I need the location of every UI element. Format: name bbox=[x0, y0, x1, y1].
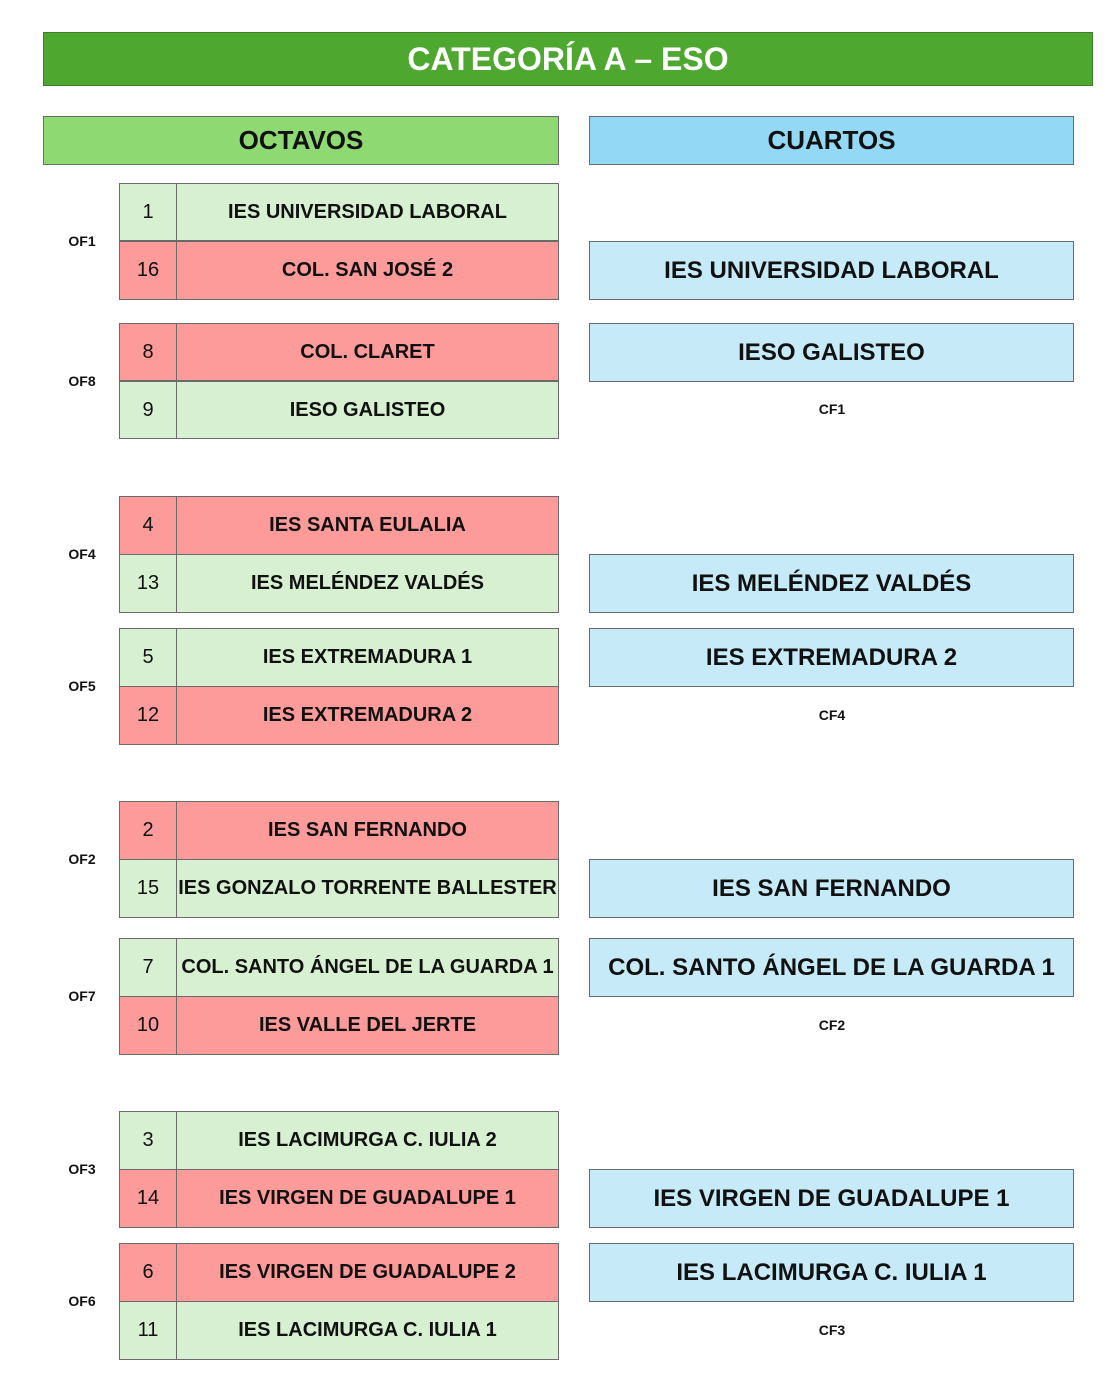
match-label-of5: OF5 bbox=[68, 678, 96, 694]
match-label-cf2: CF2 bbox=[818, 1017, 846, 1033]
team-name: IES VIRGEN DE GUADALUPE 2 bbox=[176, 1243, 559, 1302]
cuartos-team: IES SAN FERNANDO bbox=[589, 859, 1074, 918]
cuartos-team: IES UNIVERSIDAD LABORAL bbox=[589, 241, 1074, 300]
team-seed: 6 bbox=[119, 1243, 177, 1302]
cuartos-team: COL. SANTO ÁNGEL DE LA GUARDA 1 bbox=[589, 938, 1074, 997]
team-name: COL. SANTO ÁNGEL DE LA GUARDA 1 bbox=[176, 938, 559, 997]
match-label-of1: OF1 bbox=[68, 233, 96, 249]
team-name: IES EXTREMADURA 1 bbox=[176, 628, 559, 687]
cuartos-team: IES EXTREMADURA 2 bbox=[589, 628, 1074, 687]
match-label-cf1: CF1 bbox=[818, 401, 846, 417]
team-name: IES GONZALO TORRENTE BALLESTER bbox=[176, 859, 559, 918]
team-name: IES MELÉNDEZ VALDÉS bbox=[176, 554, 559, 613]
match-label-of8: OF8 bbox=[68, 373, 96, 389]
match-label-of4: OF4 bbox=[68, 546, 96, 562]
team-name: COL. CLARET bbox=[176, 323, 559, 381]
team-name: IES EXTREMADURA 2 bbox=[176, 686, 559, 745]
cuartos-header: CUARTOS bbox=[589, 116, 1074, 165]
page-title: CATEGORÍA A – ESO bbox=[43, 32, 1093, 86]
team-seed: 9 bbox=[119, 381, 177, 439]
team-seed: 16 bbox=[119, 241, 177, 300]
team-seed: 12 bbox=[119, 686, 177, 745]
match-label-cf4: CF4 bbox=[818, 707, 846, 723]
match-label-cf3: CF3 bbox=[818, 1322, 846, 1338]
team-name: IES VALLE DEL JERTE bbox=[176, 996, 559, 1055]
match-label-of7: OF7 bbox=[68, 988, 96, 1004]
team-seed: 7 bbox=[119, 938, 177, 997]
team-name: IES UNIVERSIDAD LABORAL bbox=[176, 183, 559, 241]
team-seed: 4 bbox=[119, 496, 177, 555]
team-name: IES SAN FERNANDO bbox=[176, 801, 559, 860]
team-name: IES VIRGEN DE GUADALUPE 1 bbox=[176, 1169, 559, 1228]
cuartos-team: IES MELÉNDEZ VALDÉS bbox=[589, 554, 1074, 613]
match-label-of2: OF2 bbox=[68, 851, 96, 867]
team-seed: 14 bbox=[119, 1169, 177, 1228]
team-name: IESO GALISTEO bbox=[176, 381, 559, 439]
cuartos-team: IES VIRGEN DE GUADALUPE 1 bbox=[589, 1169, 1074, 1228]
match-label-of6: OF6 bbox=[68, 1293, 96, 1309]
team-seed: 2 bbox=[119, 801, 177, 860]
team-name: IES LACIMURGA C. IULIA 1 bbox=[176, 1301, 559, 1360]
team-seed: 11 bbox=[119, 1301, 177, 1360]
team-seed: 8 bbox=[119, 323, 177, 381]
team-seed: 5 bbox=[119, 628, 177, 687]
team-name: IES LACIMURGA C. IULIA 2 bbox=[176, 1111, 559, 1170]
match-label-of3: OF3 bbox=[68, 1161, 96, 1177]
cuartos-team: IESO GALISTEO bbox=[589, 323, 1074, 382]
team-name: COL. SAN JOSÉ 2 bbox=[176, 241, 559, 300]
team-seed: 1 bbox=[119, 183, 177, 241]
team-seed: 10 bbox=[119, 996, 177, 1055]
octavos-header: OCTAVOS bbox=[43, 116, 559, 165]
team-seed: 13 bbox=[119, 554, 177, 613]
team-seed: 15 bbox=[119, 859, 177, 918]
cuartos-team: IES LACIMURGA C. IULIA 1 bbox=[589, 1243, 1074, 1302]
team-name: IES SANTA EULALIA bbox=[176, 496, 559, 555]
team-seed: 3 bbox=[119, 1111, 177, 1170]
